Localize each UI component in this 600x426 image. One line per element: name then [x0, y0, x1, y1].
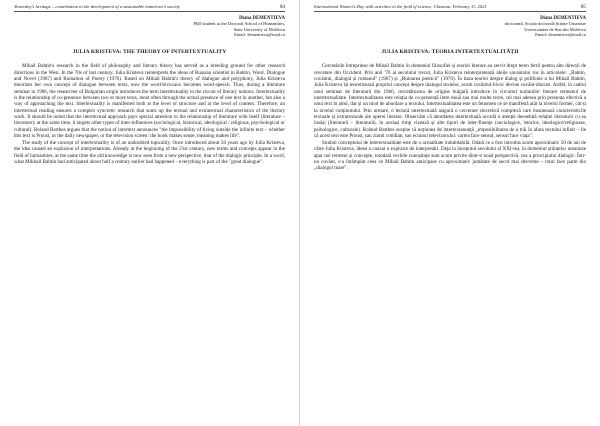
running-head [314, 4, 586, 12]
author-block [314, 16, 586, 37]
running-head-text: International Women's Day with activities in the field of science, Chisinau, February 11, 2021 [314, 4, 487, 9]
author-name: Diana DEMENTIEVA [540, 16, 586, 21]
author-block [14, 16, 285, 37]
running-head-text: Yesterday's heritage – contribution to the development of a sustainable tomorrow's society [14, 4, 180, 9]
author-affiliation: PhD student at the Doctoral School of Humanities, [193, 21, 285, 27]
author-email: Email: dementieva@mail.ru [535, 31, 586, 37]
paragraph: Studiul conceptului de intertextualitate este de o actualitate indubitabilă. Odată ce a fost introdus acum aproximativ 50 de ani de către Julia Kristeva, ideea a cauzat o explozie de interpretări. Deja la începutul secolului al XXI-lea, în domeniul științelor umaniste apar noi termeni și concepte, totodată vechile cunoștințe sunt acum privite dintr-o nouă perspectivă, cea a principiului dialogic. Într-un cuvânt, s-a întâmplat ceea ce Mihail Bahtin anticipase cu aproximativ jumătate de secol mai devreme – totul face parte din „dialogul mare". [314, 139, 586, 172]
paragraph: Cercetările întreprinse de Mihail Bahtin în domeniul filosofiei și teoriei literare au servit drept teren fertil pentru alte direcții de cercetare din Occident. Prin anii '70 ai secolului trecut, Julia Kristeva reinterpretează ideile savantului rus în articolele: „Bahtin, cuvântul, dialogul și romanul" (1967) și „Ruinarea poeticii" (1970). În baza teoriei despre dialog și polifonie a lui Mihail Bahtin, Julia Kristeva își teoretizează propriul concept despre dialogul textelor, acum cuvântul-bivoc devine cuvânt-discurs. Astfel, în cadrul unui seminar de literatură din 1966, cercetătoarea de origine bulgară introduce în circuitul noțiunilor literare termenul de intertextualitate. Intertextualitatea este relația de co-prezență între două sau mai multe texte, cel mai adesea prin prezența efectivă a unui text în altul, dar și un mod de abordare a textului. Intertextualitatea este un fenomen ce se manifestă atât la nivelul formei, cât și la nivelul conținutului. Prin urmare, o lectură intertextuală asigură o cercetare sincretică complexă care însumează caracteristicile textuale și extratextuale ale operei literare. Observăm că abordarea intertextuală acordă o atenție deosebită relației literaturii cu ea însăși (literatură – literatură), în același timp vizează și alte tipuri de inter-fluențe (sociologice, istorice, ideologice/religioase, psihologice, culturale). Roland Barthes susține că noțiunea de intertextanunță „imposibilitatea de a trăi în afara textului infinit – fie că acest text este Proust, sau ziarul cotidian, sau ecranul televizorului: cartea face sensul, sensul face viața". [314, 63, 586, 139]
author-university: State University of Moldova [233, 26, 285, 32]
author-affiliation: doctorand, Școala doctorală Științe Umaniste [504, 21, 586, 27]
author-university: Universitatea de Stat din Moldova [524, 26, 586, 32]
article-body [14, 63, 285, 165]
article-body [314, 63, 586, 171]
page-number: 85 [580, 4, 586, 10]
paragraph: Mihail Bahtin's research in the field of philosophy and literary theory has served as a breeding ground for other research directions in the West. In the 70s of last century, Julia Kristeva reinterprets the ideas of Russian scientist in Bahtin, Word, Dialogue and Novel (1967) and Ruination of Poetry (1970). Based on Mihail Bahtin's theory of dialogue and polyphony, Julia Kristeva theorizes her own concept of dialogue between texts, now the word-bivocaux becomes word-speech. Thus, during a literature seminar in 1966, the researcher of Bulgarian origin introduces the term intertextuality in the circuit of literary notions. Intertextuality is the relationship of co-presence between two or more texts, most often through the actual presence of one text in another, but also a way of approaching the text. Intertextuality is manifested both at the level of structure and at the level of content. Therefore, an intertextual reading ensures a complex syncretic research that sums up the textual and extratextual characteristics of the literary work. It should be noted that the intertextual approach pays special attention to the relationship of literature with itself (literature – literature); at the same time, it targets other types of inter-influences (sociological, historical, ideological / religious, psychological or cultural). Roland Barthes argues that the notion of intertext announces "the impossibility of living outside the infinite text – whether this text is Proust, or the daily newspaper, or the television screen: the book makes sense, meaning makes life". [14, 63, 285, 139]
author-name: Diana DEMENTIEVA [239, 16, 285, 21]
paragraph: The study of the concept of intertextuality is of an undoubted topicality. Once introduced about 50 years ago by Julia Kristeva, the idea caused an explosion of interpretations. Already at the beginning of the 21st century, new terms and concepts appear in the field of humanities, at the same time the old knowledge is now seen from a new perspective, that of the dialogic principle. In a word, what Mikhail Bahtin had anticipated about half a century earlier had happened – everything is part of the "great dialogue". [14, 139, 285, 165]
article-title: JULIA KRISTEVA: TEORIA INTERTEXTUALITĂȚII [381, 49, 519, 56]
right-page [300, 0, 600, 426]
running-head [14, 4, 285, 12]
article-title: JULIA KRISTEVA: THE THEORY OF INTERTEXTUALITY [72, 49, 227, 56]
author-email: Email: dementieva@mail.ru [234, 31, 285, 37]
page-number: 84 [279, 4, 285, 10]
